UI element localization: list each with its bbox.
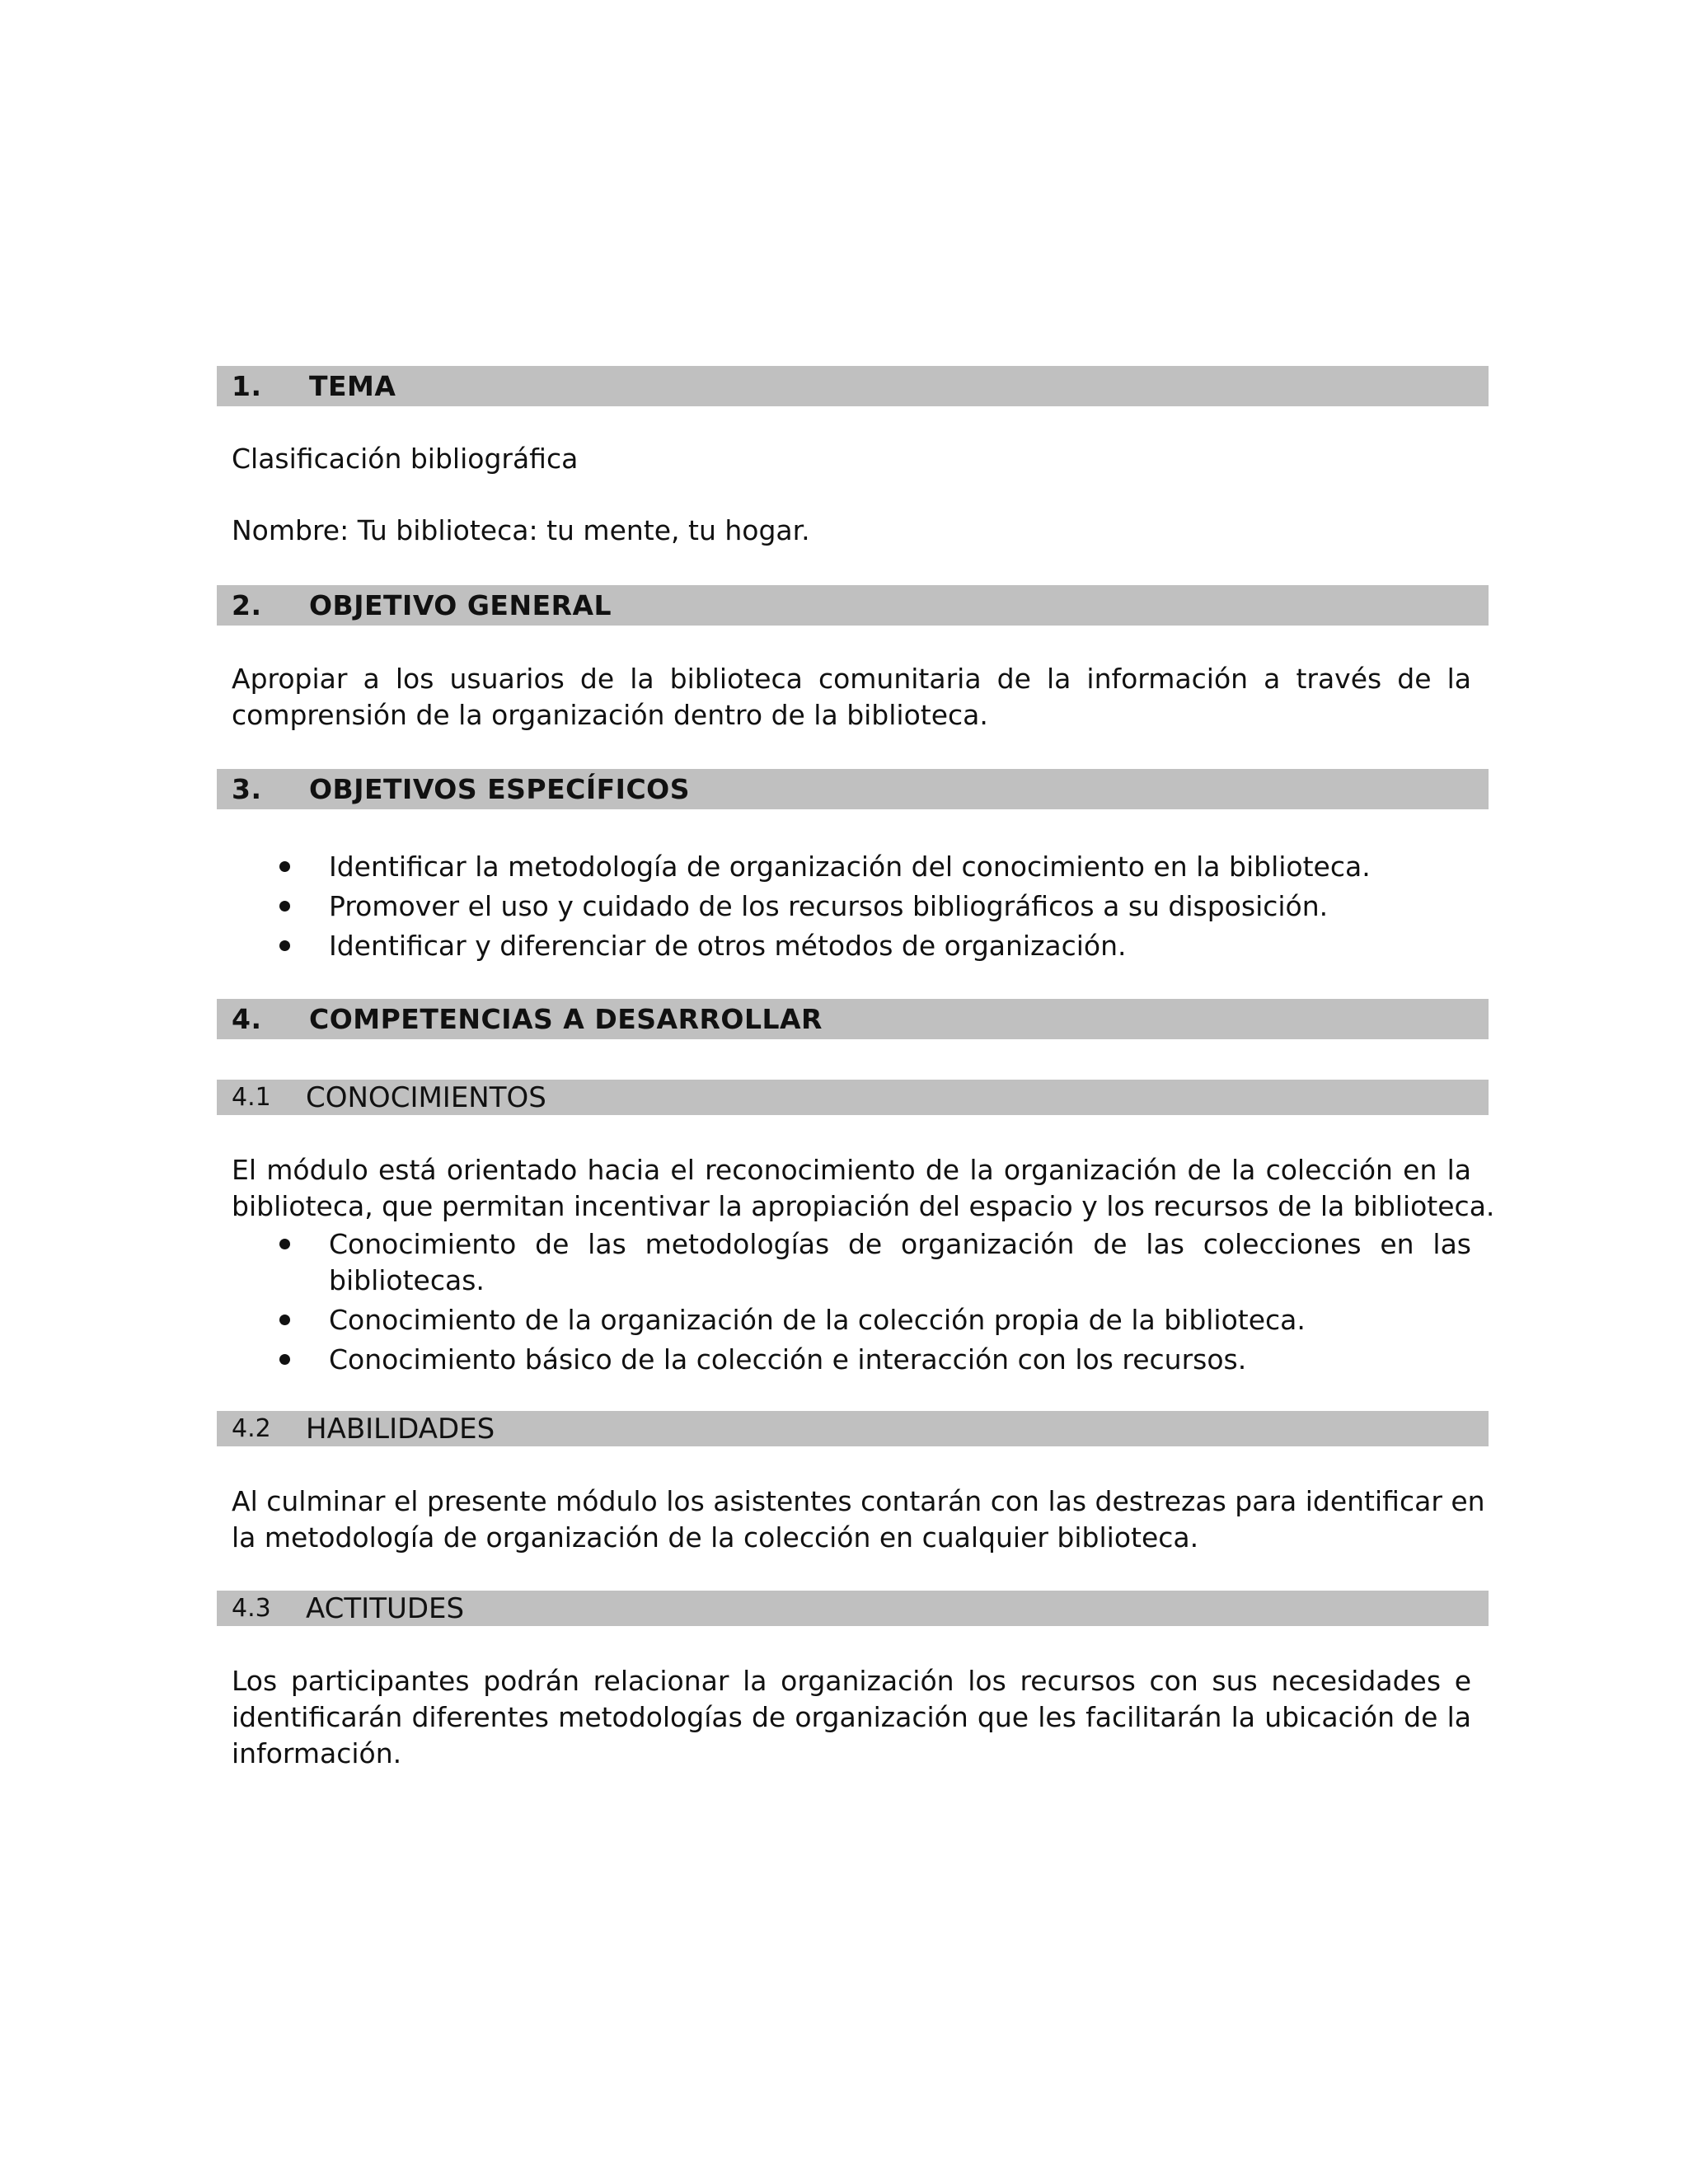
list-item-text: Conocimiento de las metodologías de organización de las colecciones en las xyxy=(329,1228,1471,1260)
section-number: 3. xyxy=(232,773,262,805)
bullet-icon xyxy=(279,1239,290,1249)
subsection-number: 4.1 xyxy=(232,1083,271,1112)
objetivos-especificos-list xyxy=(232,849,1471,968)
section-heading-objetivos-especificos xyxy=(217,769,1489,809)
paragraph-line: identificarán diferentes metodologías de organización que les facilitarán la ubicación de la xyxy=(232,1701,1471,1733)
subsection-title: HABILIDADES xyxy=(306,1412,495,1446)
list-item-text: Identificar la metodología de organización del conocimiento en la biblioteca. xyxy=(329,851,1371,883)
bullet-icon xyxy=(279,940,290,951)
section-title: TEMA xyxy=(309,370,396,402)
subsection-title: CONOCIMIENTOS xyxy=(306,1080,546,1114)
section-title: OBJETIVO GENERAL xyxy=(309,589,612,621)
paragraph-line: El módulo está orientado hacia el reconocimiento de la organización de la colección en la xyxy=(232,1154,1471,1186)
paragraph-line: Al culminar el presente módulo los asistentes contarán con las destrezas para identificar en xyxy=(232,1485,1485,1517)
paragraph-line: Apropiar a los usuarios de la biblioteca comunitaria de la información a través de la xyxy=(232,663,1471,695)
list-item-text: Conocimiento básico de la colección e interacción con los recursos. xyxy=(329,1343,1247,1376)
paragraph-line: información. xyxy=(232,1737,402,1769)
subsection-heading-actitudes xyxy=(217,1591,1489,1626)
bullet-icon xyxy=(279,1315,290,1325)
bullet-icon xyxy=(279,861,290,872)
habilidades-paragraph xyxy=(232,1483,1485,1556)
list-item xyxy=(232,928,1471,964)
paragraph-line: Los participantes podrán relacionar la organización los recursos con sus necesidades e xyxy=(232,1665,1471,1697)
bullet-icon xyxy=(279,901,290,912)
list-item xyxy=(232,849,1471,885)
section-number: 1. xyxy=(232,370,262,402)
list-item xyxy=(232,1342,1471,1378)
subsection-heading-conocimientos xyxy=(217,1080,1489,1115)
subsection-heading-habilidades xyxy=(217,1411,1489,1446)
list-item xyxy=(232,1226,1471,1299)
bullet-icon xyxy=(279,1354,290,1365)
section-number: 2. xyxy=(232,589,262,621)
list-item-text: Promover el uso y cuidado de los recursos bibliográficos a su disposición. xyxy=(329,890,1329,922)
section-title: COMPETENCIAS A DESARROLLAR xyxy=(309,1003,823,1035)
conocimientos-paragraph xyxy=(232,1152,1495,1225)
tema-text: Clasificación bibliográfica xyxy=(232,443,579,475)
section-heading-tema xyxy=(217,366,1489,406)
section-heading-competencias xyxy=(217,999,1489,1039)
subsection-title: ACTITUDES xyxy=(306,1591,465,1625)
paragraph-line: la metodología de organización de la colección en cualquier biblioteca. xyxy=(232,1521,1199,1554)
conocimientos-list xyxy=(232,1226,1471,1381)
paragraph-line: biblioteca, que permitan incentivar la apropiación del espacio y los recursos de la biblioteca. xyxy=(232,1190,1495,1222)
subsection-number: 4.3 xyxy=(232,1594,271,1623)
objetivo-general-paragraph xyxy=(232,661,1471,733)
section-number: 4. xyxy=(232,1003,262,1035)
list-item xyxy=(232,1302,1471,1338)
subsection-number: 4.2 xyxy=(232,1414,271,1443)
list-item-text: Conocimiento de la organización de la colección propia de la biblioteca. xyxy=(329,1304,1306,1336)
actitudes-paragraph xyxy=(232,1663,1471,1772)
list-item-text: Identificar y diferenciar de otros métodos de organización. xyxy=(329,930,1127,962)
list-item xyxy=(232,888,1471,925)
tema-name: Nombre: Tu biblioteca: tu mente, tu hogar. xyxy=(232,514,810,546)
paragraph-line: comprensión de la organización dentro de la biblioteca. xyxy=(232,699,988,731)
list-item-text: bibliotecas. xyxy=(329,1264,485,1296)
section-heading-objetivo-general xyxy=(217,585,1489,626)
section-title: OBJETIVOS ESPECÍFICOS xyxy=(309,773,690,805)
